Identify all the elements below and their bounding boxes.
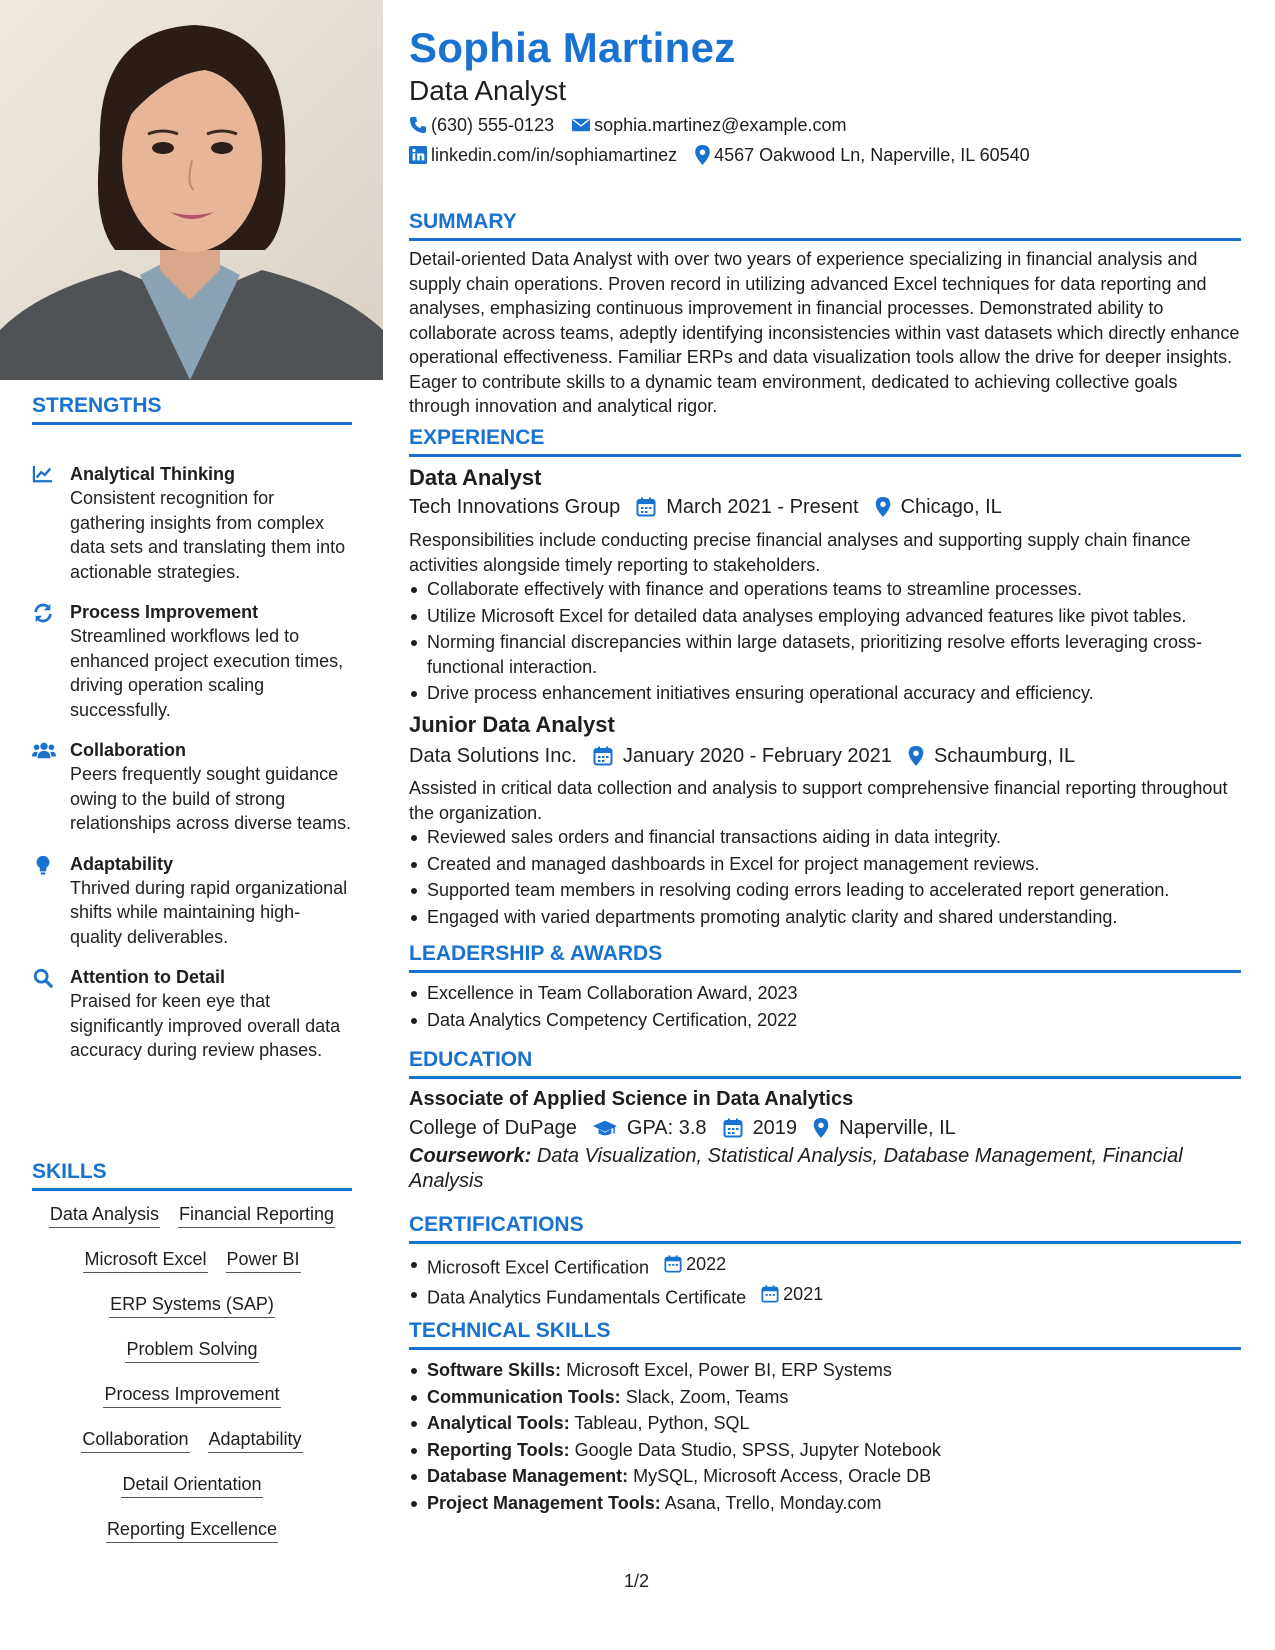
map-pin-icon — [875, 497, 891, 517]
address-text: 4567 Oakwood Ln, Naperville, IL 60540 — [714, 145, 1030, 165]
calendar-icon — [761, 1285, 779, 1303]
calendar-icon — [664, 1255, 682, 1273]
list-item — [427, 1252, 1259, 1280]
left-column — [0, 0, 383, 1650]
certifications-heading: CERTIFICATIONS — [409, 1212, 1241, 1244]
strengths-heading: STRENGTHS — [32, 393, 352, 425]
strength-title: Adaptability — [70, 853, 174, 874]
linkedin-icon — [409, 146, 427, 164]
page-number: 1/2 — [624, 1571, 650, 1591]
tech-value: Microsoft Excel, Power BI, ERP Systems — [566, 1360, 892, 1380]
strength-desc: Praised for keen eye that significantly improved overall data accuracy during review phases. — [70, 991, 341, 1060]
skill-tag: Financial Reporting — [178, 1202, 335, 1228]
candidate-role: Data Analyst — [409, 75, 567, 106]
email-contact[interactable] — [572, 114, 846, 136]
strength-item — [32, 600, 352, 722]
summary-text: Detail-oriented Data Analyst with over two years of experience specializing in financial analysis and supply chain operations. Proven record in utilizing advanced Excel techniques for data reporting and analyses, emphasizing continuous improvement in financial processes. Demonstrated ability to collaborate across teams, adeptly identifying inconsistencies within vast datasets which directly enhance operational effectiveness. Familiar ERPs and data visualization tools allow the drive for deeper insights. Eager to contribute skills to a dynamic team environment, dedicated to achieving collective goals through innovation and analytical rigor. — [409, 249, 1240, 416]
list-item — [427, 1282, 1259, 1310]
strength-desc: Consistent recognition for gathering insights from complex data sets and translating them into actionable strategies. — [70, 488, 346, 582]
job-bullets — [409, 577, 1259, 708]
calendar-icon — [723, 1118, 743, 1138]
strength-desc: Thrived during rapid organizational shifts while maintaining high-quality deliverables. — [70, 877, 348, 947]
list-item: Engaged with varied departments promoting analytic clarity and shared understanding. — [427, 905, 1259, 930]
job-title: Data Analyst — [409, 465, 542, 490]
skill-tag: Reporting Excellence — [106, 1517, 278, 1543]
technical-skills-heading: TECHNICAL SKILLS — [409, 1318, 1241, 1350]
contact-row-2 — [409, 144, 1030, 166]
cert-name: Data Analytics Fundamentals Certificate — [427, 1287, 747, 1307]
job-title: Junior Data Analyst — [409, 712, 615, 737]
cert-year: 2022 — [686, 1254, 727, 1274]
strength-title: Collaboration — [70, 740, 186, 760]
list-item: Norming financial discrepancies within large datasets, prioritizing resolve efforts leveraging cross-functional interaction. — [427, 630, 1259, 679]
tech-label: Communication Tools: — [427, 1386, 621, 1407]
job-meta — [409, 494, 1002, 520]
envelope-icon — [572, 117, 590, 133]
candidate-name: Sophia Martinez — [409, 24, 736, 71]
calendar-icon — [636, 497, 656, 517]
tech-value: Tableau, Python, SQL — [574, 1413, 750, 1433]
skills-list — [32, 1202, 352, 1562]
strength-title: Attention to Detail — [70, 967, 225, 987]
list-item: Created and managed dashboards in Excel for project management reviews. — [427, 852, 1259, 877]
job-dates: March 2021 - Present — [666, 496, 859, 518]
strength-item — [32, 738, 352, 836]
phone-contact[interactable] — [409, 114, 554, 136]
contact-row — [409, 114, 846, 136]
list-item: Utilize Microsoft Excel for detailed data analyses employing advanced features like pivot tables. — [427, 604, 1259, 629]
map-pin-icon — [813, 1118, 829, 1138]
search-icon — [32, 967, 56, 989]
job-location: Schaumburg, IL — [933, 745, 1076, 767]
email-text: sophia.martinez@example.com — [594, 115, 847, 135]
sync-icon — [32, 602, 56, 624]
lightbulb-icon — [32, 854, 56, 876]
strength-item — [32, 965, 352, 1063]
skill-tag: Problem Solving — [125, 1337, 258, 1363]
education-location: Naperville, IL — [839, 1117, 956, 1139]
tech-value: Slack, Zoom, Teams — [625, 1386, 789, 1407]
strength-title: Process Improvement — [70, 602, 259, 622]
company-name: Data Solutions Inc. — [409, 745, 577, 767]
education-meta — [409, 1115, 956, 1141]
skill-tag: Data Analysis — [49, 1202, 160, 1228]
list-item — [427, 1491, 1259, 1516]
skill-tag: Power BI — [226, 1247, 301, 1273]
list-item — [427, 1358, 1259, 1383]
school-name: College of DuPage — [409, 1117, 577, 1139]
job-meta — [409, 743, 1075, 769]
list-item — [427, 1385, 1259, 1410]
certifications-list — [409, 1252, 1259, 1312]
tech-label: Database Management: — [427, 1466, 629, 1486]
skills-heading: SKILLS — [32, 1159, 352, 1191]
list-item: Collaborate effectively with finance and operations teams to streamline processes. — [427, 577, 1259, 602]
users-icon — [32, 740, 56, 762]
strength-item — [32, 462, 352, 584]
job-bullets — [409, 825, 1259, 931]
tech-label: Project Management Tools: — [427, 1492, 661, 1513]
list-item: Drive process enhancement initiatives ensuring operational accuracy and efficiency. — [427, 681, 1259, 706]
skill-tag: Detail Orientation — [121, 1472, 262, 1498]
skill-tag: Process Improvement — [103, 1382, 280, 1408]
chart-line-icon — [32, 464, 56, 486]
graduation-cap-icon — [593, 1118, 617, 1138]
strengths-list — [32, 462, 352, 1079]
leadership-list — [409, 981, 1259, 1034]
tech-label: Software Skills: — [427, 1360, 562, 1380]
skill-tag: Adaptability — [208, 1427, 303, 1453]
cert-name: Microsoft Excel Certification — [427, 1257, 650, 1278]
skill-tag: Collaboration — [81, 1427, 189, 1453]
linkedin-text: linkedin.com/in/sophiamartinez — [431, 145, 678, 165]
skill-tag: ERP Systems (SAP) — [109, 1292, 275, 1318]
strength-title: Analytical Thinking — [70, 464, 236, 484]
strength-desc: Peers frequently sought guidance owing to the build of strong relationships across diverse teams. — [70, 764, 352, 833]
list-item: Supported team members in resolving coding errors leading to accelerated report generation. — [427, 878, 1259, 903]
technical-skills-list — [409, 1358, 1259, 1517]
cert-year: 2021 — [783, 1283, 824, 1304]
summary-heading: SUMMARY — [409, 209, 1241, 241]
phone-text: (630) 555-0123 — [431, 115, 555, 135]
education-heading: EDUCATION — [409, 1047, 1241, 1079]
map-pin-icon — [908, 746, 924, 766]
job-location: Chicago, IL — [900, 496, 1002, 518]
tech-value: MySQL, Microsoft Access, Oracle DB — [633, 1466, 932, 1486]
strength-item — [32, 852, 352, 950]
tech-label: Reporting Tools: — [427, 1439, 570, 1460]
skill-tag: Microsoft Excel — [83, 1247, 207, 1273]
address-contact — [695, 144, 1030, 166]
education-year: 2019 — [752, 1117, 798, 1139]
list-item: Data Analytics Competency Certification, 2022 — [427, 1008, 1259, 1033]
coursework-text: Data Visualization, Statistical Analysis, Database Management, Financial Analysis — [409, 1145, 1183, 1192]
experience-heading: EXPERIENCE — [409, 425, 1241, 457]
coursework-label: Coursework: — [409, 1145, 532, 1167]
list-item: Excellence in Team Collaboration Award, 2023 — [427, 981, 1259, 1006]
strength-desc: Streamlined workflows led to enhanced project execution times, driving operation scaling successfully. — [70, 626, 344, 720]
gpa: GPA: 3.8 — [626, 1117, 707, 1139]
linkedin-contact[interactable] — [409, 144, 677, 166]
coursework — [409, 1144, 1241, 1193]
list-item — [427, 1438, 1259, 1463]
calendar-icon — [593, 746, 613, 766]
tech-value: Asana, Trello, Monday.com — [664, 1492, 882, 1513]
leadership-heading: LEADERSHIP & AWARDS — [409, 941, 1241, 973]
tech-value: Google Data Studio, SPSS, Jupyter Notebook — [574, 1439, 941, 1460]
list-item — [427, 1464, 1259, 1489]
list-item — [427, 1411, 1259, 1436]
tech-label: Analytical Tools: — [427, 1413, 570, 1433]
phone-icon — [409, 116, 427, 134]
degree-title: Associate of Applied Science in Data Analytics — [409, 1088, 854, 1110]
list-item: Reviewed sales orders and financial transactions aiding in data integrity. — [427, 825, 1259, 850]
company-name: Tech Innovations Group — [409, 496, 621, 518]
job-dates: January 2020 - February 2021 — [622, 745, 892, 767]
map-pin-icon — [695, 145, 710, 165]
profile-photo — [0, 0, 383, 380]
job-description: Responsibilities include conducting precise financial analyses and supporting supply chain finance activities alongside timely reporting to stakeholders. — [409, 530, 1191, 575]
job-description: Assisted in critical data collection and analysis to support comprehensive financial reporting throughout the organization. — [409, 778, 1228, 823]
